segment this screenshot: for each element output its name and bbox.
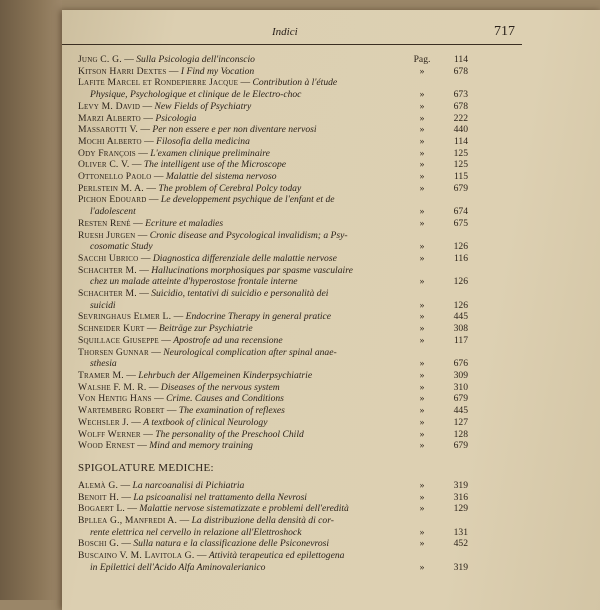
entry-title-continued: in Epilettici dell'Acido Alfa Aminovalerianico [90,561,266,573]
index-entry [78,66,468,78]
entry-page-marker: » [419,65,425,77]
index-entry [78,405,468,417]
entry-title: Hallucinations morphosiques par spasme vasculaire [151,264,353,276]
entry-title-continued: cosomatic Study [90,241,153,253]
entry-dash: — [146,381,161,393]
index-entry [78,492,468,504]
entry-author: Wartemberg Robert [78,405,165,417]
entry-title-continued: l'adolescent [90,206,136,218]
index-entry [78,101,468,113]
index-group-spigolature [78,480,468,574]
entry-title: I Find my Vocation [180,65,255,77]
index-entry [78,194,468,217]
entry-text [78,113,468,125]
entry-title: Contribution à l'étude [252,77,338,89]
entry-dash: — [194,550,209,562]
entry-page-number: 125 [453,147,468,159]
entry-title-continued: sthesia [90,358,117,370]
entry-dash: — [136,288,152,300]
entry-title: The intelligent use of the Microscope [143,159,287,171]
entry-page-marker: » [419,381,425,393]
entry-title: Beiträge zur Psychiatrie [158,323,253,335]
entry-page-number: 679 [453,393,468,405]
entry-title: Ecriture et maladies [145,217,224,229]
entry-page-marker: » [419,159,425,171]
entry-page-number: 679 [453,440,468,452]
entry-page-marker: » [419,100,425,112]
entry-page-number: 675 [453,217,468,229]
index-entry [78,503,468,515]
entry-dash: — [148,346,164,358]
entry-text [78,393,468,405]
entry-dash: — [118,538,134,550]
entry-dash: — [121,54,137,65]
entry-page-marker: » [419,440,425,452]
entry-dash: — [151,171,166,183]
entry-title: Sulla Psicologia dell'inconscio [136,54,255,65]
entry-page-marker: » [419,428,425,440]
index-entry [78,347,468,370]
entry-author: Thorsen Gunnar [78,346,149,358]
entry-dash: — [134,440,150,452]
entry-page-marker: » [419,526,425,538]
entry-dash: — [171,311,186,323]
entry-dash: — [135,229,150,241]
entry-text [78,335,468,347]
entry-dash: — [137,124,153,136]
entry-author: Buscaino V. M. Lavitola G. [78,550,195,562]
entry-dash: — [130,217,146,229]
entry-author: Marzi Alberto [78,112,141,124]
entry-author: Oliver C. V. [78,159,130,171]
entry-page-number: 127 [453,416,468,428]
index-entry [78,230,468,253]
entry-text [78,77,468,89]
entry-text [78,101,468,113]
index-entry [78,218,468,230]
entry-page-marker: » [419,299,425,311]
entry-title: Psicologia [155,112,197,124]
entry-page-number: 676 [453,358,468,370]
entry-page-number: 309 [453,369,468,381]
entry-title: Malattie del sistema nervoso [165,171,277,183]
entry-page-number: 678 [453,100,468,112]
index-entry [78,323,468,335]
index-entry [78,335,468,347]
index-entry [78,311,468,323]
entry-text [78,515,468,527]
entry-dash: — [140,100,155,112]
entry-text [78,159,468,171]
entry-text [78,148,468,160]
entry-title: Diagnostica differenziale delle malattie nervose [152,252,337,264]
entry-title: Le developpement psychique de l'enfant et de [160,194,335,206]
entry-page-marker: » [419,405,425,417]
entry-page-marker: » [419,217,425,229]
page-header [62,24,522,44]
entry-text [78,440,468,452]
index-entry [78,515,468,538]
entry-author: Wood Ernest [78,440,135,452]
entry-title-continued: rente elettrica nel cervello in relazione all'Elettroshock [90,526,302,538]
index-entry [78,480,468,492]
entry-text [78,194,468,206]
index-entry [78,136,468,148]
entry-page-marker: » [419,479,425,491]
entry-page-marker: » [419,334,425,346]
entry-page-number: 114 [453,135,468,147]
entry-page-number: 452 [453,538,468,550]
entry-author: Lafite Marcel et Rondepierre Jacque [78,77,239,89]
entry-page-marker: » [419,311,425,323]
entry-page-marker: » [419,135,425,147]
entry-text [78,183,468,195]
entry-page-marker: » [419,393,425,405]
entry-page-number: 674 [453,206,468,218]
entry-page-number: 126 [453,276,468,288]
entry-title: La distribuzione della densità di cor- [191,515,334,527]
entry-page-number: 129 [453,503,468,515]
entry-author: Wechsler J. [78,416,129,428]
entry-title-continued: suicidi [90,299,116,311]
entry-author: Schneider Kurt [78,323,145,335]
index-entry [78,148,468,160]
entry-title: La psicoanalisi nel trattamento della Nevrosi [133,491,307,503]
entry-dash: — [128,416,144,428]
entry-author: Sacchi Ubrico [78,252,139,264]
entry-page-number: 678 [453,65,468,77]
entry-dash: — [140,428,156,440]
entry-page-number: 319 [453,561,468,573]
entry-text [78,66,468,78]
entry-page-number: 128 [453,428,468,440]
entry-text [78,323,468,335]
entry-page-marker: » [419,147,425,159]
entry-text [78,480,468,492]
entry-page-marker: » [419,538,425,550]
index-entry [78,124,468,136]
entry-text [78,347,468,359]
entry-text [78,230,468,242]
entry-page-number: 440 [453,124,468,136]
index-group-reviews [78,54,468,452]
entry-author: Ody François [78,147,136,159]
index-entry [78,265,468,288]
index-entry [78,77,468,100]
entry-text [78,171,468,183]
entry-text [78,382,468,394]
entry-dash: — [146,194,161,206]
entry-author: Ottonello Paolo [78,171,152,183]
entry-page-number: 131 [453,526,468,538]
entry-dash: — [123,369,139,381]
book-spine-shadow [0,0,62,600]
index-entry [78,370,468,382]
entry-text [78,417,468,429]
entry-dash: — [118,479,133,491]
entry-author: Massarotti V. [78,124,138,136]
index-entry [78,113,468,125]
entry-page-marker: Pag. [413,54,431,65]
index-entry [78,429,468,441]
index-entry [78,382,468,394]
entry-dash: — [143,182,159,194]
entry-text [78,218,468,230]
entry-author: Bogaert L. [78,503,126,515]
header-rule [62,44,522,45]
index-entry [78,417,468,429]
entry-page-marker: » [419,416,425,428]
entry-title: Sulla natura e la classificazione delle Psiconevrosi [133,538,330,550]
entry-dash: — [141,135,157,147]
running-title: Indici [272,26,298,38]
entry-text [78,124,468,136]
entry-dash: — [135,147,151,159]
entry-title: Attività terapeutica ed epilettogena [208,550,345,562]
entry-page-marker: » [419,276,425,288]
entry-title: A textbook of clinical Neurology [143,416,268,428]
index-entry [78,159,468,171]
entry-dash: — [129,159,144,171]
entry-page-marker: » [419,112,425,124]
entry-author: Schachter M. [78,264,137,276]
entry-dash: — [151,393,167,405]
entry-page-marker: » [419,358,425,370]
index-entry [78,393,468,405]
entry-title: Apostrofe ad una recensione [173,334,283,346]
entry-page-number: 222 [453,112,468,124]
entry-author: Jung C. G. [78,54,122,65]
entry-author: Alemà G. [78,479,119,491]
entry-title: Mind and memory training [149,440,253,452]
entry-title-continued: chez un malade atteinte d'hyperostose frontale interne [90,276,298,288]
entry-author: Schachter M. [78,288,137,300]
entry-title: New Fields of Psychiatry [154,100,252,112]
entry-page-number: 125 [453,159,468,171]
entry-title: Cronic disease and Psycological invalidism; a Psy- [149,229,348,241]
index-entry [78,54,468,66]
entry-author: Levy M. David [78,100,141,112]
entry-page-marker: » [419,561,425,573]
entry-title: Per non essere e per non diventare nervosi [152,124,317,136]
entry-text [78,538,468,550]
entry-title: Suicidio, tentativi di suicidio e personalità dei [151,288,329,300]
entry-page-number: 319 [453,479,468,491]
entry-title: Filosofia della medicina [156,135,250,147]
entry-dash: — [125,503,140,515]
entry-page-marker: » [419,241,425,253]
index-entry [78,171,468,183]
entry-page-marker: » [419,323,425,335]
entry-author: Boschi G. [78,538,119,550]
entry-text [78,253,468,265]
entry-text [78,370,468,382]
index-entry [78,538,468,550]
entry-title: The problem of Cerebral Polcy today [158,182,302,194]
entry-title: The personality of the Preschool Child [155,428,304,440]
entry-author: Perlstein M. A. [78,182,144,194]
entry-page-number: 126 [453,299,468,311]
entry-author: Kitson Harri Dextes [78,65,167,77]
entry-page-number: 445 [453,311,468,323]
index-entry [78,550,468,573]
entry-dash: — [177,515,192,527]
entry-text [78,429,468,441]
entry-page-number: 310 [453,381,468,393]
entry-page-number: 126 [453,241,468,253]
entry-page-marker: » [419,182,425,194]
entry-page-marker: » [419,503,425,515]
entry-title: Neurological complication after spinal anae- [163,346,337,358]
entry-text [78,503,468,515]
entry-page-number: 445 [453,405,468,417]
entry-dash: — [144,323,159,335]
entry-text [78,405,468,417]
entry-dash: — [238,77,253,89]
entry-title: Malattie nervose sistematizzate e problemi dell'eredità [139,503,349,515]
entry-page-marker: » [419,89,425,101]
entry-author: Sevringhaus Elmer L. [78,311,172,323]
entry-text [78,265,468,277]
entry-title: The examination of reflexes [178,405,285,417]
entry-author: Benoit H. [78,491,119,503]
entry-author: Von Hentig Hans [78,393,152,405]
entry-dash: — [158,334,174,346]
entry-text [78,288,468,300]
index-entry [78,183,468,195]
entry-title: Lehrbuch der Allgemeinen Kinderpsychiatrie [138,369,313,381]
entry-title-continued: Physique, Psychologique et clinique de le Electro-choc [90,89,302,101]
entry-author: Wolff Werner [78,428,141,440]
entry-author: Resten René [78,217,131,229]
entry-text [78,136,468,148]
entry-author: Mochi Alberto [78,135,142,147]
entry-page-number: 115 [453,171,468,183]
entry-page-number: 308 [453,323,468,335]
entry-dash: — [164,405,179,417]
entry-dash: — [138,252,153,264]
entry-title: Crime. Causes and Conditions [166,393,284,405]
entry-page-marker: » [419,171,425,183]
entry-title: L'examen clinique preliminaire [150,147,270,159]
entry-page-number: 114 [453,54,468,65]
entry-dash: — [136,264,152,276]
entry-page-marker: » [419,491,425,503]
index-entry [78,440,468,452]
entry-page-number: 116 [453,252,468,264]
entry-text [78,550,468,562]
entry-author: Walshe F. M. R. [78,381,147,393]
index-entry [78,253,468,265]
entry-page-number: 316 [453,491,468,503]
index-entry [78,288,468,311]
entry-author: Bpllea G., Manfredi A. [78,515,178,527]
entry-text [78,492,468,504]
entry-author: Pichon Edouard [78,194,147,206]
entry-title: Diseases of the nervous system [160,381,280,393]
entry-page-number: 679 [453,182,468,194]
entry-page-number: 673 [453,89,468,101]
entry-text [78,311,468,323]
entry-dash: — [140,112,156,124]
entry-dash: — [166,65,181,77]
entry-page-marker: » [419,252,425,264]
index-list [78,54,468,574]
entry-title: Endocrine Therapy in general pratice [185,311,332,323]
book-page [62,10,600,610]
entry-page-marker: » [419,206,425,218]
entry-author: Squillace Giuseppe [78,334,159,346]
entry-dash: — [118,491,134,503]
entry-page-marker: » [419,124,425,136]
entry-author: Ruesh Jurgen [78,229,136,241]
entry-page-number: 117 [453,334,468,346]
entry-page-marker: » [419,369,425,381]
section-heading: SPIGOLATURE MEDICHE: [78,461,214,474]
entry-author: Tramer M. [78,369,124,381]
page-number: 717 [494,24,515,39]
entry-title: La narcoanalisi di Pichiatria [132,479,245,491]
